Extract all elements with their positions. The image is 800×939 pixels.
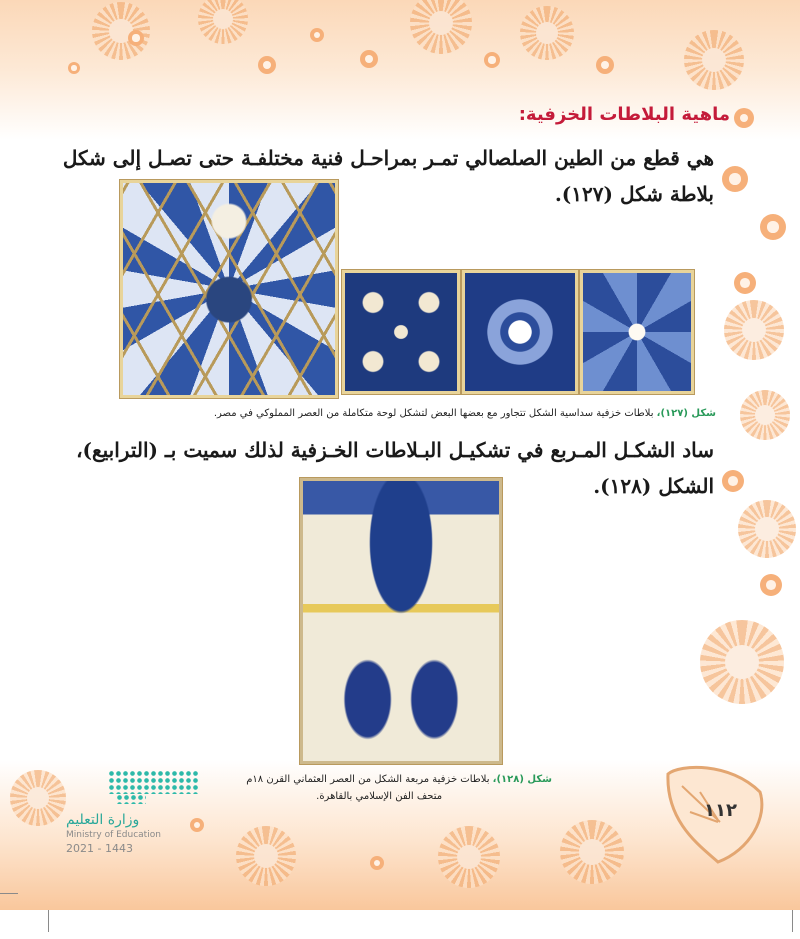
figure-128-caption (246, 774, 552, 802)
decorative-rosette (236, 826, 296, 886)
decorative-rosette (700, 620, 784, 704)
crop-mark (792, 910, 793, 932)
decorative-rosette (520, 6, 574, 60)
decorative-dot (360, 50, 378, 68)
decorative-dot (258, 56, 276, 74)
figure-128-label: شكل (١٢٨)، (492, 774, 552, 785)
section-heading: ماهية البلاطات الخزفية: (518, 104, 730, 125)
square-tile-mosque-image (300, 478, 502, 764)
hexagonal-tiles-panel-image (120, 180, 338, 398)
figure-128-caption-line1 (246, 774, 552, 785)
decorative-dot (596, 56, 614, 74)
hexagonal-tile-image (462, 270, 578, 394)
intro-paragraph: هي قطع من الطين الصلصالي تمـر بمراحـل فنية مختلفـة حتى تصـل إلى شكل بلاطة شكل (١٢٧). (62, 146, 714, 206)
square-tiles-paragraph: ساد الشكـل المـربع في تشكيـل البـلاطات الخـزفية لذلك سميت بـ (الترابيع)، الشكل (١٢٨). (76, 438, 714, 498)
decorative-rosette (410, 0, 472, 54)
hexagonal-tile-image (342, 270, 460, 394)
decorative-rosette (724, 300, 784, 360)
decorative-dot (734, 108, 754, 128)
ministry-name-english: Ministry of Education (66, 830, 161, 840)
decorative-rosette (10, 770, 66, 826)
decorative-rosette (684, 30, 744, 90)
ministry-name-arabic: وزارة التعليم (66, 812, 140, 828)
ministry-logo-icon (108, 770, 200, 794)
figure-127-caption (214, 408, 716, 419)
page-number: ١١٢ (704, 800, 737, 821)
decorative-dot (722, 166, 748, 192)
decorative-dot (484, 52, 500, 68)
decorative-dot (722, 470, 744, 492)
crop-mark (48, 910, 49, 932)
decorative-rosette (198, 0, 248, 44)
ministry-year: 2021 - 1443 (66, 842, 133, 855)
decorative-rosette (92, 2, 150, 60)
crop-mark (0, 893, 18, 894)
figure-127-label: شكل (١٢٧)، (656, 408, 716, 419)
decorative-dot (310, 28, 324, 42)
figure-127-text: بلاطات خزفية سداسية الشكل تتجاور مع بعضها البعض لتشكل لوحة متكاملة من العصر المملوكي في مصر. (213, 408, 657, 419)
decorative-dot (760, 214, 786, 240)
decorative-dot (68, 62, 80, 74)
decorative-dot (734, 272, 756, 294)
hexagonal-tile-image (580, 270, 694, 394)
decorative-rosette (740, 390, 790, 440)
ministry-logo-icon (116, 794, 146, 804)
decorative-rosette (738, 500, 796, 558)
figure-128-text: بلاطات خزفية مربعة الشكل من العصر العثماني القرن ١٨م (246, 774, 493, 785)
decorative-dot (190, 818, 204, 832)
decorative-rosette (560, 820, 624, 884)
figure-128-caption-line2: متحف الفن الإسلامي بالقاهرة. (316, 791, 443, 802)
decorative-dot (760, 574, 782, 596)
decorative-dot (128, 30, 144, 46)
decorative-rosette (438, 826, 500, 888)
decorative-dot (370, 856, 384, 870)
